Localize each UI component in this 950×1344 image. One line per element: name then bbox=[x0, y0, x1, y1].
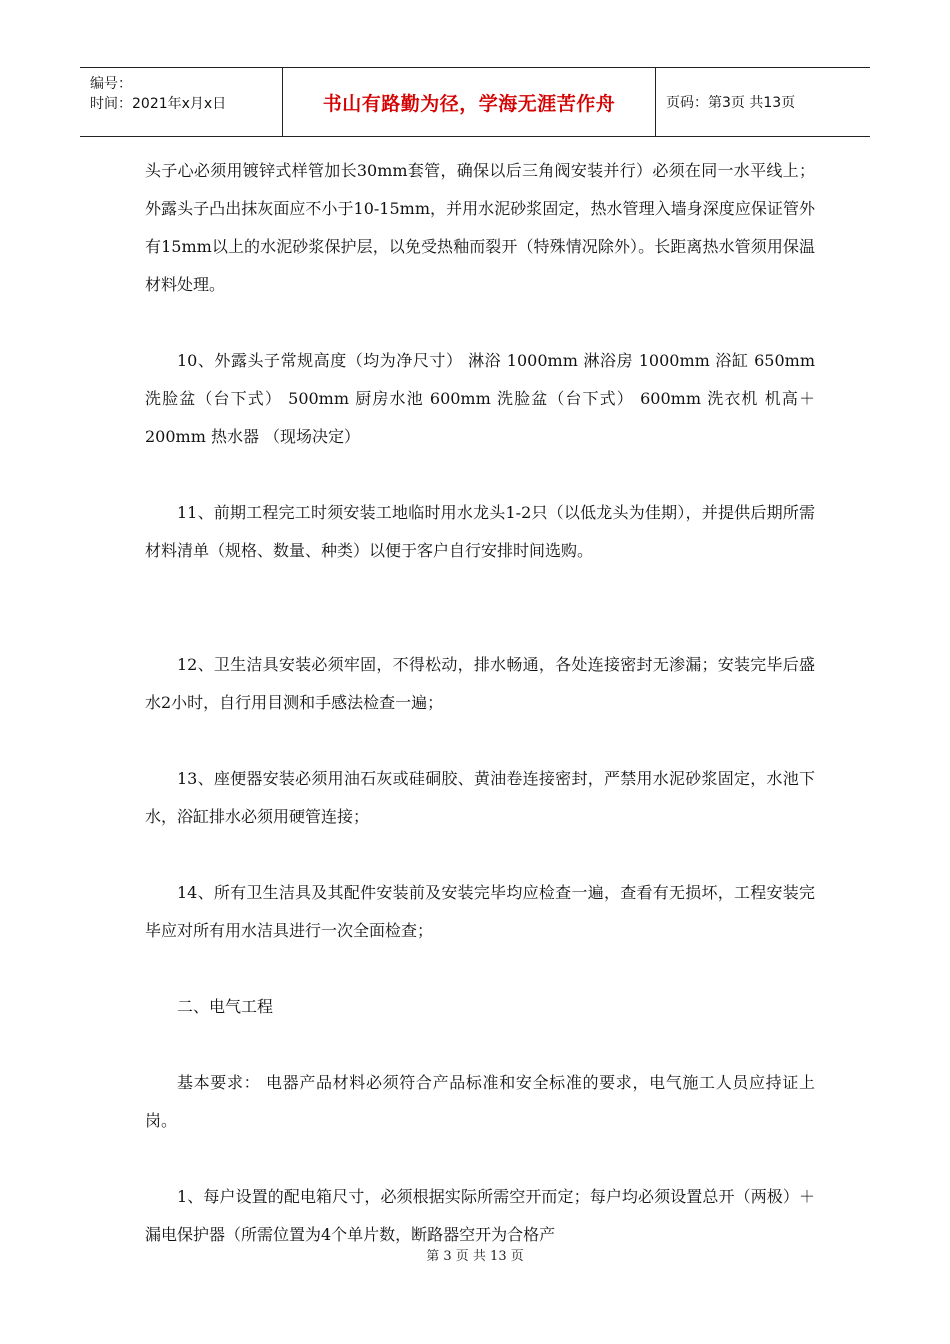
section-heading-electrical: 二、电气工程 bbox=[177, 997, 274, 1016]
paragraph-item-1: 1、每户设置的配电箱尺寸，必须根据实际所需空开而定；每户均必须设置总开（两极）＋漏电保护器（所需位置为4个单片数，断路器空开为合格产 bbox=[145, 1187, 815, 1244]
paragraph-item-12: 12、卫生洁具安装必须牢固，不得松动，排水畅通，各处连接密封无渗漏；安装完毕后盛水2小时，自行用目测和手感法检查一遍； bbox=[145, 655, 815, 712]
paragraph-basic-requirements: 基本要求： 电器产品材料必须符合产品标准和安全标准的要求，电气施工人员应持证上岗。 bbox=[145, 1073, 815, 1130]
document-body bbox=[145, 152, 815, 1292]
motto-text: 书山有路勤为径，学海无涯苦作舟 bbox=[322, 92, 616, 115]
paragraph-item-10: 10、外露头子常规高度（均为净尺寸） 淋浴 1000mm 淋浴房 1000mm 浴缸 650mm 洗脸盆（台下式） 500mm 厨房水池 600mm 洗脸盆（台下式） 600mm 洗衣机 机高＋200mm 热水器 （现场决定） bbox=[145, 351, 815, 446]
page-number-label: 页码：第3页 共13页 bbox=[666, 95, 796, 111]
paragraph-item-14: 14、所有卫生洁具及其配件安装前及安装完毕均应检查一遍，查看有无损坏，工程安装完毕应对所有用水洁具进行一次全面检查； bbox=[145, 883, 815, 940]
header-meta-cell bbox=[80, 68, 283, 136]
header-motto-cell bbox=[283, 68, 656, 136]
paragraph-item-11: 11、前期工程完工时须安装工地临时用水龙头1-2只（以低龙头为佳期），并提供后期所需材料清单（规格、数量、种类）以便于客户自行安排时间选购。 bbox=[145, 503, 815, 560]
date-label: 时间：2021年x月x日 bbox=[90, 96, 227, 112]
serial-number-label: 编号： bbox=[90, 76, 132, 92]
paragraph-item-13: 13、座便器安装必须用油石灰或硅硐胶、黄油卷连接密封，严禁用水泥砂浆固定，水池下水，浴缸排水必须用硬管连接； bbox=[145, 769, 815, 826]
page-footer: 第 3 页 共 13 页 bbox=[426, 1249, 524, 1264]
header-page-cell bbox=[656, 68, 870, 136]
paragraph-continuation: 头子心必须用镀锌式样管加长30mm套管，确保以后三角阀安装并行）必须在同一水平线上；外露头子凸出抹灰面应不小于10-15mm，并用水泥砂浆固定，热水管理入墙身深度应保证管外有15mm以上的水泥砂浆保护层，以免受热釉而裂开（特殊情况除外）。长距离热水管须用保温材料处理。 bbox=[145, 161, 815, 294]
document-header bbox=[80, 67, 870, 137]
